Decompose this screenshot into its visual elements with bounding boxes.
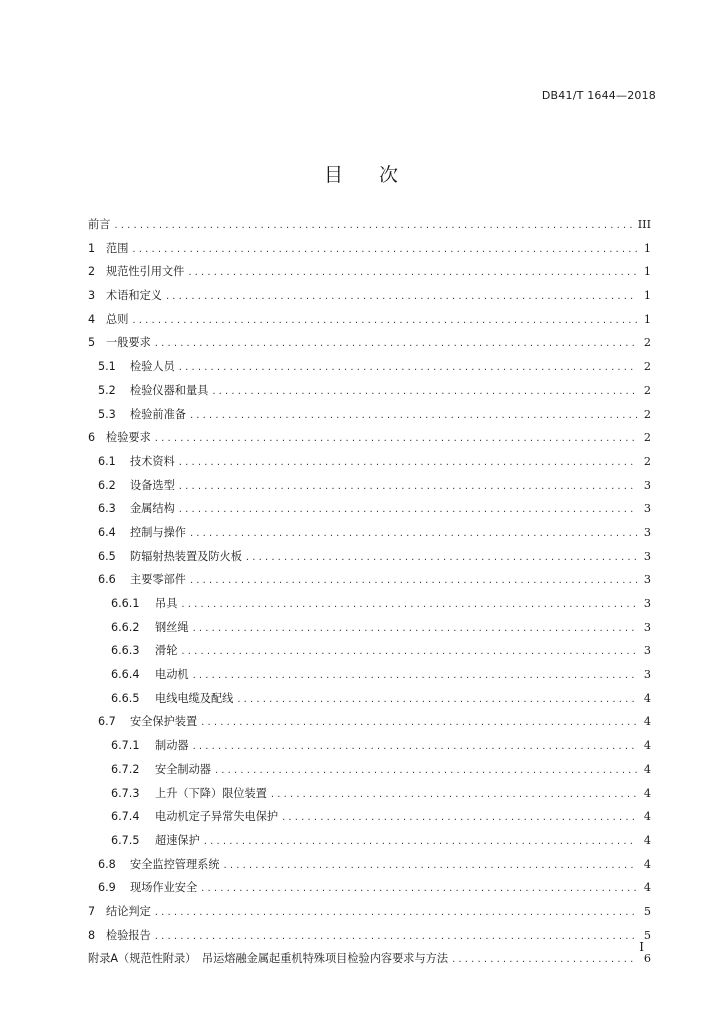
toc-entry-page: 2 [643,454,651,468]
toc-title [0,160,724,187]
toc-entry-page: 3 [643,549,651,563]
toc-entry-title: 吊具 [155,597,178,610]
toc-entry-number: 6.7.4 [111,810,140,824]
toc-entry-title: 检验报告 [106,928,151,942]
dot-leader [190,569,637,593]
toc-entry-page: 1 [643,289,651,303]
toc-entry-number: 6.2 [98,478,116,492]
dot-leader [237,688,637,712]
toc-entry-page: 1 [643,265,651,279]
toc-entry[interactable] [88,758,651,782]
toc-entry[interactable] [88,237,651,261]
toc-entry-page: 3 [643,620,651,634]
dot-leader [282,806,637,830]
toc-entry-number: 6.4 [98,525,116,539]
toc-entry-title: 总则 [106,312,129,326]
toc-entry-number: 5.3 [98,407,116,421]
dot-leader [190,522,637,546]
dot-leader [155,925,637,949]
toc-entry-title: 安全保护装置 [130,715,198,729]
toc-entry-page: 4 [643,857,651,871]
toc-entry[interactable] [88,876,651,900]
toc-entry[interactable] [88,947,651,971]
toc-entry[interactable] [88,450,651,474]
toc-entry-page: III [637,218,651,231]
toc-entry-title: 检验要求 [106,431,151,445]
dot-leader [204,830,637,854]
toc-entry-page: 4 [643,715,651,729]
toc-entry-page: 3 [643,668,651,682]
dot-leader [193,735,637,759]
dot-leader [179,356,637,380]
toc-entry[interactable] [88,924,651,948]
toc-entry[interactable] [88,734,651,758]
toc-entry[interactable] [88,616,651,640]
toc-entry-number: 6.8 [98,857,116,871]
footer-page-number: I [639,940,644,954]
toc-title-right: 次 [379,164,401,186]
toc-entry-title: 安全监控管理系统 [130,857,220,871]
dot-leader [224,854,637,878]
toc-entry-number: 6.7.2 [111,762,140,776]
toc-entry-page: 4 [643,810,651,824]
toc-entry-title: 范围 [106,241,129,255]
toc-entry[interactable] [88,497,651,521]
dot-leader [215,759,637,783]
dot-leader [114,214,633,238]
toc-entry[interactable] [88,521,651,545]
dot-leader [181,593,637,617]
toc-entry-title: 术语和定义 [106,289,162,303]
toc-entry-page: 4 [643,762,651,776]
toc-entry-title: 规范性引用文件 [106,265,185,279]
dot-leader [179,451,637,475]
toc-entry-page: 6 [643,952,651,966]
toc-entry-number: 2 [88,265,96,279]
dot-leader [190,404,637,428]
toc-entry-title: 现场作业安全 [130,881,198,895]
toc-entry[interactable] [88,900,651,924]
toc-entry-number: 6 [88,431,96,445]
dot-leader [271,783,637,807]
toc-entry-number: 6.5 [98,549,116,563]
toc-entry-page: 3 [643,478,651,492]
toc-entry[interactable] [88,331,651,355]
toc-entry-number: 5.1 [98,360,116,374]
toc-entry-page: 5 [643,928,651,942]
toc-entry-title: 电线电缆及配线 [155,691,234,705]
toc-entry-number: 6.7.5 [111,833,140,847]
toc-entry-number: 7 [88,904,96,918]
toc-entry-page: 2 [643,360,651,374]
toc-entry[interactable] [88,805,651,829]
toc-entry-number: 6.1 [98,454,116,468]
toc-entry-title: 技术资料 [130,454,175,468]
toc-entry-page: 4 [643,739,651,753]
toc-entry[interactable] [88,853,651,877]
toc-entry-number: 6.7.3 [111,786,140,800]
toc-entry[interactable] [88,213,651,237]
toc-entry[interactable] [88,687,651,711]
toc-entry-page: 3 [643,502,651,516]
toc-entry-number: 5.2 [98,383,116,397]
toc-entry-title: 电动机 [155,668,189,682]
dot-leader [132,309,637,333]
toc-entry[interactable] [88,355,651,379]
dot-leader [188,261,637,285]
toc-entry-page: 3 [643,573,651,587]
toc-entry-title: 防辐射热装置及防火板 [130,549,242,563]
toc-entry[interactable] [88,710,651,734]
toc-entry[interactable] [88,426,651,450]
toc-entry-title: 电动机定子异常失电保护 [155,810,279,824]
dot-leader [166,285,637,309]
toc-entry[interactable] [88,568,651,592]
toc-entry-title: 附录A（规范性附录） 吊运熔融金属起重机特殊项目检验内容要求与方法 [88,952,449,966]
toc-entry-title: 金属结构 [130,502,175,516]
toc-entry-page: 3 [643,644,651,658]
toc-entry-page: 5 [643,904,651,918]
dot-leader [155,901,637,925]
toc-entry[interactable] [88,308,651,332]
standard-number: DB41/T 1644—2018 [541,89,656,102]
dot-leader [201,877,637,901]
dot-leader [193,617,637,641]
dot-leader [193,664,637,688]
toc-entry[interactable] [88,782,651,806]
toc-entry[interactable] [88,639,651,663]
dot-leader [201,711,637,735]
toc-entry-page: 2 [643,336,651,350]
toc-entry-title: 上升（下降）限位装置 [155,786,267,800]
toc-entry-title: 滑轮 [155,644,178,658]
toc-entry-number: 3 [88,289,96,303]
toc-entry-title: 超速保护 [155,833,200,847]
toc-entry-number: 4 [88,312,96,326]
table-of-contents [88,213,651,971]
toc-entry-number: 6.9 [98,881,116,895]
toc-entry-number: 6.6.5 [111,691,140,705]
toc-entry-title: 制动器 [155,739,189,753]
toc-entry-page: 2 [643,407,651,421]
toc-entry-title: 检验人员 [130,360,175,374]
dot-leader [181,640,637,664]
toc-entry-title: 结论判定 [106,904,151,918]
dot-leader [452,948,637,972]
toc-entry-number: 6.6.1 [111,597,140,610]
toc-entry-page: 4 [643,786,651,800]
toc-entry-page: 2 [643,431,651,445]
dot-leader [246,546,637,570]
toc-entry-title: 一般要求 [106,336,151,350]
toc-entry-page: 2 [643,383,651,397]
toc-entry-number: 6.3 [98,502,116,516]
toc-entry[interactable] [88,545,651,569]
toc-entry-title: 前言 [88,218,111,231]
toc-entry-number: 5 [88,336,96,350]
toc-entry-title: 设备选型 [130,478,175,492]
toc-entry-page: 3 [643,597,651,610]
toc-entry[interactable] [88,260,651,284]
toc-entry[interactable] [88,403,651,427]
toc-entry-title: 检验前准备 [130,407,186,421]
toc-entry-title: 钢丝绳 [155,620,189,634]
toc-entry-number: 8 [88,928,96,942]
toc-entry[interactable] [88,829,651,853]
toc-entry[interactable] [88,592,651,616]
toc-title-left: 目 [323,164,345,186]
toc-entry[interactable] [88,663,651,687]
dot-leader [179,475,637,499]
dot-leader [155,427,637,451]
toc-entry-title: 检验仪器和量具 [130,383,209,397]
toc-entry-number: 1 [88,241,96,255]
toc-entry-number: 6.6 [98,573,116,587]
toc-entry-number: 6.7.1 [111,739,140,753]
toc-entry-title: 主要零部件 [130,573,186,587]
toc-entry-number: 6.6.4 [111,668,140,682]
toc-entry-number: 6.7 [98,715,116,729]
toc-entry-number: 6.6.3 [111,644,140,658]
toc-entry-page: 4 [643,691,651,705]
toc-entry-page: 4 [643,881,651,895]
toc-entry-page: 4 [643,833,651,847]
dot-leader [132,238,637,262]
toc-entry-number: 6.6.2 [111,620,140,634]
toc-entry-page: 1 [643,312,651,326]
dot-leader [155,332,637,356]
toc-entry-title: 控制与操作 [130,525,186,539]
toc-entry-page: 3 [643,525,651,539]
toc-entry[interactable] [88,379,651,403]
toc-entry[interactable] [88,474,651,498]
toc-entry[interactable] [88,284,651,308]
toc-entry-title: 安全制动器 [155,762,211,776]
dot-leader [212,380,637,404]
toc-entry-page: 1 [643,241,651,255]
dot-leader [179,498,637,522]
